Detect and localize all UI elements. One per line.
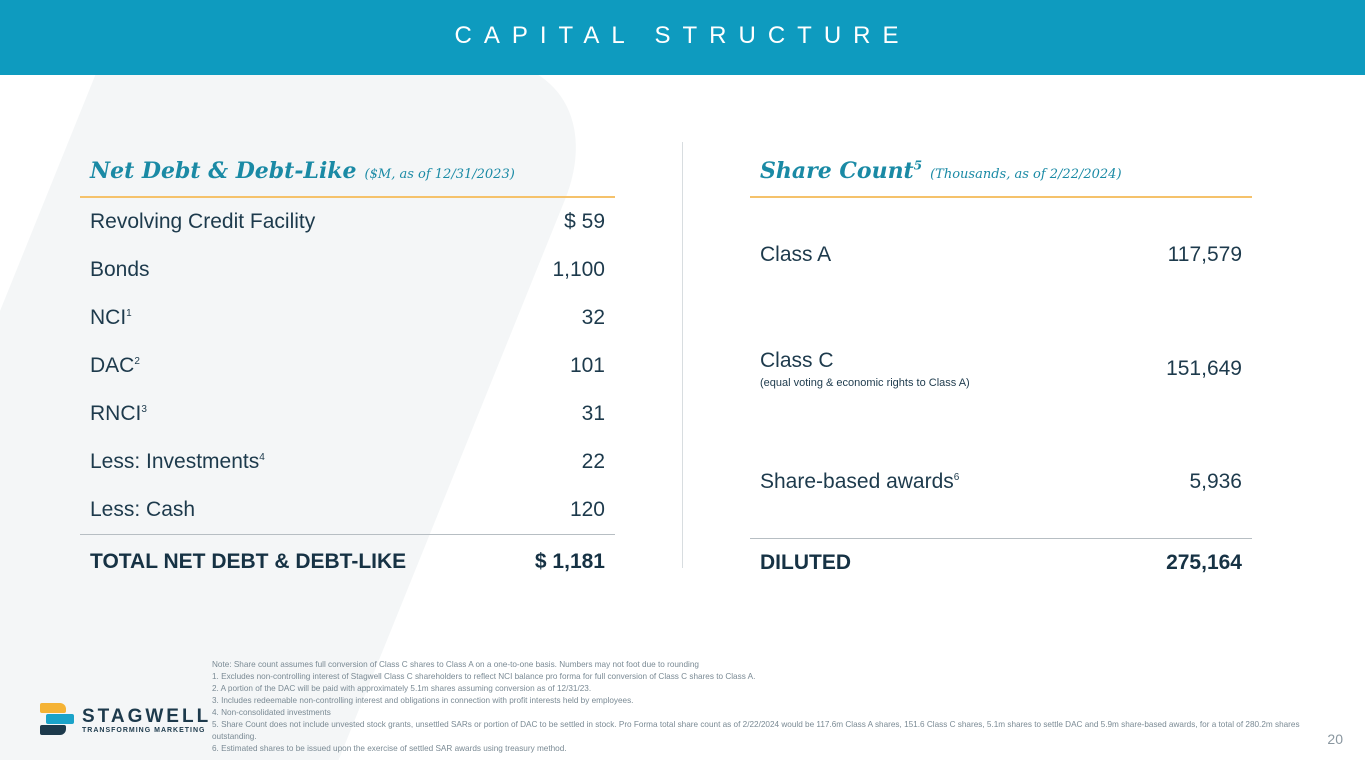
row-label-text: NCI [90,306,127,329]
row-label-text: Revolving Credit Facility [90,210,316,233]
net-debt-total-value: $ 1,181 [534,549,605,573]
net-debt-row [80,342,615,390]
slide-header [0,0,1365,75]
stagwell-logo [40,703,211,737]
footnote-line: Note: Share count assumes full conversion of Class C shares to Class A on a one-to-one basis. Numbers may not foot due to rounding [212,660,699,669]
share-count-total-row [750,538,1252,586]
net-debt-row-value: 32 [581,306,605,329]
net-debt-row-label [90,306,132,330]
stagwell-logo-icon [40,703,74,737]
share-count-heading [750,150,1252,198]
share-count-row-label [760,470,959,494]
row-label-text: Less: Investments [90,450,260,473]
share-count-row-value: 117,579 [1167,243,1242,266]
net-debt-row-label [90,210,315,234]
net-debt-total-label: TOTAL NET DEBT & DEBT-LIKE [90,549,407,573]
net-debt-row-value: 31 [581,402,605,425]
net-debt-row-value: 101 [569,354,605,377]
net-debt-subtitle: ($M, as of 12/31/2023) [364,167,515,182]
row-label-sup: 1 [126,308,132,319]
net-debt-row [80,390,615,438]
share-count-title-sup: 5 [913,158,923,173]
share-count-title [760,158,922,184]
share-count-total-value: 275,164 [1166,550,1242,574]
share-count-row [750,425,1252,538]
row-label-note: (equal voting & economic rights to Class A) [760,376,970,389]
net-debt-title: Net Debt & Debt-Like [90,158,357,184]
page-number: 20 [1327,731,1343,747]
share-count-row [750,312,1252,425]
row-label-sup: 4 [259,452,265,463]
net-debt-rows [80,198,615,534]
row-label-text: Share-based awards [760,469,954,493]
row-label-sup: 6 [953,471,960,483]
logo-tagline: TRANSFORMING MARKETING [82,726,206,734]
share-count-panel [750,150,1252,586]
net-debt-row-label [90,258,150,282]
share-count-subtitle: (Thousands, as of 2/22/2024) [930,167,1122,182]
row-label-text: Bonds [90,258,150,281]
share-count-rows [750,198,1252,538]
net-debt-row-value: 22 [581,450,605,473]
row-label-text: Class A [760,243,832,266]
row-label-sup: 2 [134,356,140,367]
share-count-row-value: 5,936 [1189,469,1242,493]
net-debt-row [80,246,615,294]
share-count-total-label: DILUTED [760,550,851,574]
logo-name: STAGWELL [82,705,212,727]
row-label-text: DAC [90,354,135,377]
net-debt-row-value: 1,100 [552,258,605,281]
net-debt-panel [80,150,615,588]
net-debt-row-label [90,354,140,378]
footnote-line: 1. Excludes non-controlling interest of Stagwell Class C shareholders to reflect NCI balance pro forma for full conversion of Class C shares to Class A. [212,672,756,681]
row-label-text: Class C [760,348,834,372]
footnotes [212,659,1312,755]
slide-title: CAPITAL STRUCTURE [454,21,911,49]
footnote-line: 3. Includes redeemable non-controlling interest and obligations in connection with profit interests held by employees. [212,696,634,705]
row-label-text: RNCI [90,402,142,425]
footnote-line: 4. Non-consolidated investments [212,708,331,717]
share-count-row-label [760,349,970,389]
footnote-line: 2. A portion of the DAC will be paid with approximately 5.1m shares assuming conversion as of 12/31/23. [212,684,592,693]
net-debt-total-row [80,534,615,588]
footnote-line: 6. Estimated shares to be issued upon the exercise of settled SAR awards using treasury method. [212,744,567,753]
net-debt-row-value: $ 59 [564,210,605,233]
net-debt-row [80,438,615,486]
share-count-row-value: 151,649 [1166,356,1242,380]
net-debt-heading [80,150,615,198]
share-count-row [750,198,1252,312]
net-debt-row-label [90,450,265,474]
net-debt-row-value: 120 [569,498,605,521]
net-debt-row [80,198,615,246]
row-label-sup: 3 [141,404,147,415]
net-debt-row [80,294,615,342]
share-count-row-label [760,243,831,267]
share-count-title-text: Share Count [760,158,914,184]
panel-divider [682,142,683,568]
net-debt-row-label [90,402,147,426]
net-debt-row [80,486,615,534]
row-label-text: Less: Cash [90,498,196,521]
footnote-line: 5. Share Count does not include unvested stock grants, unsettled SARs or portion of DAC to be settled in stock. Pro Forma total share count as of 2/22/2024 would be 117.6m Class A shares, 151.6 Class C shares, 5.1m shares to settle DAC and 5.9m share-based awards, for a total of 280.2m shares outstanding. [212,720,1300,741]
net-debt-row-label [90,498,195,522]
